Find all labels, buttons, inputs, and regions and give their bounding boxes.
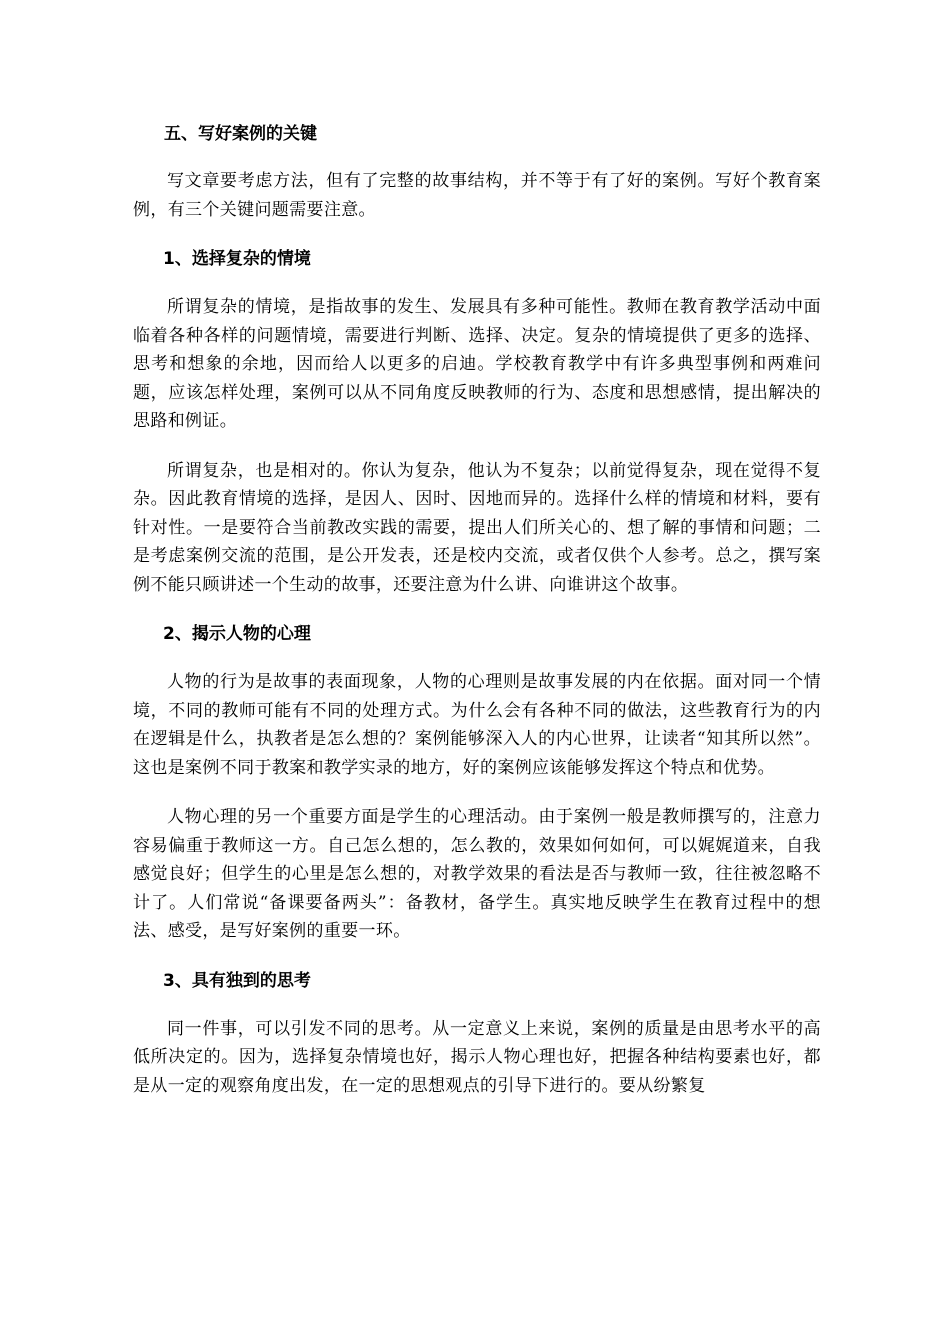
subsection-title-3: 3、具有独到的思考 <box>163 970 311 991</box>
spacer <box>133 946 821 967</box>
section-title: 五、写好案例的关键 <box>164 124 317 144</box>
spacer <box>133 995 821 1015</box>
spacer <box>133 273 821 293</box>
spacer <box>133 648 821 668</box>
spacer <box>133 148 821 167</box>
document-page <box>133 120 821 1100</box>
spacer <box>133 224 821 245</box>
paragraph-1-1: 所谓复杂的情境，是指故事的发生、发展具有多种可能性。教师在教育教学活动中面临着各种各样的问题情境，需要进行判断、选择、决定。复杂的情境提供了更多的选择、思考和想象的余地，因而给人以更多的启迪。学校教育教学中有许多典型事例和两难问题，应该怎样处理，案例可以从不同角度反映教师的行为、态度和思想感情，提出解决的思路和例证。 <box>133 297 821 431</box>
paragraph-3-1: 同一件事，可以引发不同的思考。从一定意义上来说，案例的质量是由思考水平的高低所决定的。因为，选择复杂情境也好，揭示人物心理也好，把握各种结构要素也好，都是从一定的观察角度出发，在一定的思想观点的引导下进行的。要从纷繁复 <box>133 1018 821 1096</box>
subsection-title-1: 1、选择复杂的情境 <box>163 249 311 269</box>
spacer <box>133 782 821 803</box>
spacer <box>133 436 821 457</box>
spacer <box>133 599 821 620</box>
paragraph-1-2: 所谓复杂，也是相对的。你认为复杂，他认为不复杂；以前觉得复杂，现在觉得不复杂。因此教育情境的选择，是因人、因时、因地而异的。选择什么样的情境和材料，要有针对性。一是要符合当前教改实践的需要，提出人们所关心的、想了解的事情和问题；二是考虑案例交流的范围，是公开发表，还是校内交流，或者仅供个人参考。总之，撰写案例不能只顾讲述一个生动的故事，还要注意为什么讲、向谁讲这个故事。 <box>133 460 821 595</box>
paragraph-2-2: 人物心理的另一个重要方面是学生的心理活动。由于案例一般是教师撰写的，注意力容易偏重于教师这一方。自己怎么想的，怎么教的，效果如何如何，可以娓娓道来，自我感觉良好；但学生的心里是怎么想的，对教学效果的看法是否与教师一致，往往被忽略不计了。人们常说“备课要备两头”：备教材，备学生。真实地反映学生在教育过程中的想法、感受，是写好案例的重要一环。 <box>133 807 821 941</box>
paragraph-2-1: 人物的行为是故事的表面现象，人物的心理则是故事发展的内在依据。面对同一个情境，不同的教师可能有不同的处理方式。为什么会有各种不同的做法，这些教育行为的内在逻辑是什么，执教者是怎么想的？案例能够深入人的内心世界，让读者“知其所以然”。这也是案例不同于教案和教学实录的地方，好的案例应该能够发挥这个特点和优势。 <box>133 672 821 778</box>
intro-paragraph: 写文章要考虑方法，但有了完整的故事结构，并不等于有了好的案例。写好个教育案例，有三个关键问题需要注意。 <box>133 171 821 220</box>
subsection-title-2: 2、揭示人物的心理 <box>163 624 311 644</box>
